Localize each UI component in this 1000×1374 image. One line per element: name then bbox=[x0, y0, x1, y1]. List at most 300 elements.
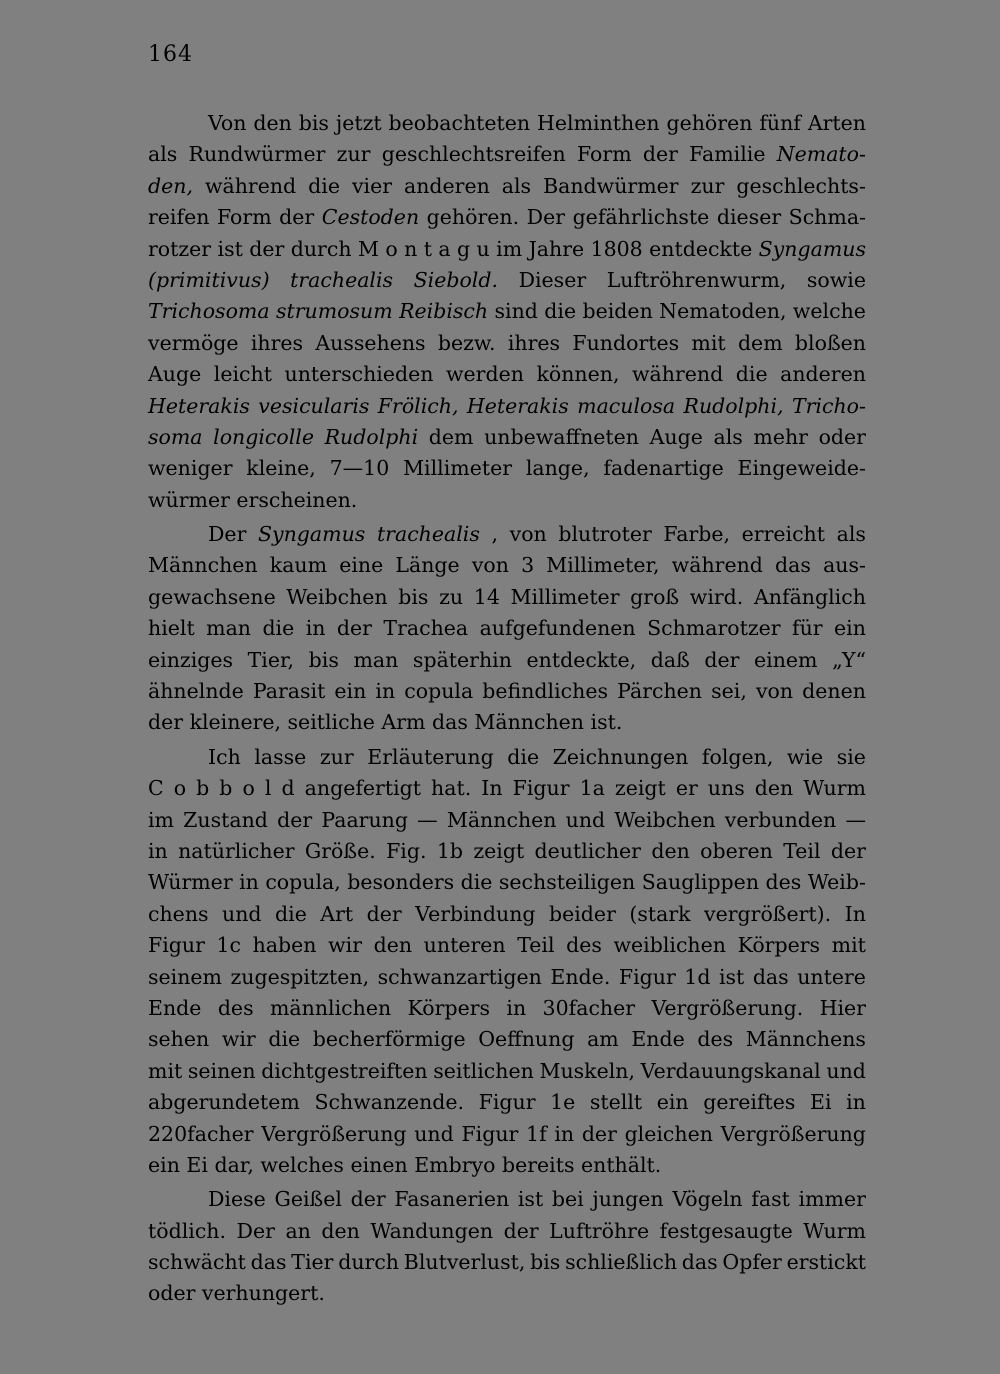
italic-word: Syngamus bbox=[257, 522, 366, 547]
word: denen bbox=[802, 679, 866, 704]
word: der bbox=[581, 1121, 617, 1146]
word: Figur bbox=[618, 964, 676, 989]
word: angefertigt bbox=[304, 776, 421, 801]
word: Figur bbox=[478, 1090, 536, 1115]
word: an bbox=[285, 1218, 311, 1243]
word: den bbox=[321, 1218, 360, 1243]
word: bei bbox=[551, 1187, 584, 1212]
word: Auge bbox=[649, 424, 703, 449]
text-line bbox=[148, 773, 866, 804]
text-line bbox=[148, 1216, 866, 1247]
word: zur bbox=[336, 142, 371, 167]
word: als bbox=[148, 142, 178, 167]
body-text bbox=[148, 108, 866, 1310]
text-line bbox=[148, 645, 866, 676]
word: Rundwürmer bbox=[188, 142, 326, 167]
word: in bbox=[239, 870, 259, 895]
text-line bbox=[148, 422, 866, 453]
word: groß bbox=[630, 584, 680, 609]
word: der bbox=[503, 1218, 539, 1243]
word: Blutverlust, bbox=[403, 1250, 526, 1275]
italic-word: vesicularis bbox=[258, 393, 370, 418]
text-segment: würmer erscheinen. bbox=[148, 487, 358, 512]
word: der bbox=[277, 807, 313, 832]
word: uns bbox=[707, 776, 745, 801]
text-line bbox=[148, 1087, 866, 1118]
word: mit bbox=[148, 1058, 183, 1083]
word: Figur bbox=[512, 776, 570, 801]
word: Parasit bbox=[252, 679, 326, 704]
word: als bbox=[713, 424, 743, 449]
word: den bbox=[253, 111, 292, 135]
word: Ende. bbox=[550, 964, 611, 989]
word: das bbox=[752, 964, 789, 989]
word: entdeckte bbox=[649, 236, 753, 261]
word: 1a bbox=[579, 776, 605, 801]
word: Männchens bbox=[745, 1027, 866, 1052]
word: schwanzartigen bbox=[377, 964, 542, 989]
word: eine bbox=[339, 553, 384, 578]
word: und bbox=[414, 1121, 454, 1146]
word: reifen bbox=[148, 205, 210, 230]
word: und bbox=[826, 1058, 866, 1083]
word: entdeckte, bbox=[526, 647, 637, 672]
word: geschlechts- bbox=[736, 173, 866, 198]
word: weiblichen bbox=[613, 933, 726, 958]
word: ist bbox=[718, 964, 745, 989]
text-line bbox=[148, 993, 866, 1024]
word: 14 bbox=[473, 584, 500, 609]
word: a bbox=[438, 236, 451, 261]
word: der bbox=[336, 616, 372, 641]
text-line bbox=[148, 1119, 866, 1150]
word: vier bbox=[351, 173, 393, 198]
word: Weibchen bbox=[614, 807, 716, 832]
text-line bbox=[148, 485, 866, 516]
text-line bbox=[148, 234, 866, 265]
word: aufgefundenen bbox=[479, 616, 636, 641]
word: und bbox=[222, 901, 262, 926]
word: fast bbox=[751, 1187, 790, 1212]
italic-word: Tricho- bbox=[791, 393, 866, 418]
word: den bbox=[651, 838, 690, 863]
text-line bbox=[148, 1247, 866, 1278]
italic-word: den, bbox=[148, 173, 193, 198]
word: als bbox=[501, 173, 532, 198]
word: copula, bbox=[265, 870, 341, 895]
word: erstickt bbox=[786, 1250, 866, 1275]
word: chens bbox=[148, 901, 209, 926]
text-line bbox=[148, 899, 866, 930]
word: vermöge bbox=[148, 330, 239, 355]
word: Fig. bbox=[386, 838, 427, 863]
word: becherförmige bbox=[312, 1027, 466, 1052]
word: rotzer bbox=[148, 236, 212, 261]
word: — bbox=[417, 807, 438, 832]
word: zugespitzten, bbox=[230, 964, 370, 989]
word: des bbox=[217, 995, 254, 1020]
word: Der bbox=[208, 522, 247, 547]
word: Eingeweide- bbox=[737, 456, 866, 481]
word: Vergrößerung. bbox=[651, 995, 804, 1020]
word: von bbox=[509, 522, 547, 547]
word: Vergrößerung bbox=[720, 1121, 866, 1146]
italic-word: trachealis bbox=[376, 522, 480, 547]
word: wir bbox=[221, 1027, 256, 1052]
word: n bbox=[404, 236, 418, 261]
word: Ich bbox=[208, 744, 241, 769]
word: bis bbox=[298, 111, 329, 135]
word: der bbox=[366, 901, 402, 926]
word: l bbox=[264, 776, 272, 801]
word: Wandungen bbox=[370, 1218, 494, 1243]
text-line bbox=[148, 139, 866, 170]
word: Weibchen bbox=[286, 584, 388, 609]
word: Anfänglich bbox=[753, 584, 866, 609]
word: bis bbox=[308, 647, 339, 672]
text-line bbox=[148, 676, 866, 707]
word: die bbox=[460, 870, 493, 895]
word: Wurm bbox=[803, 1218, 866, 1243]
word: können, bbox=[536, 362, 620, 387]
word: hat. bbox=[431, 776, 472, 801]
word: Würmer bbox=[148, 870, 233, 895]
word: Art bbox=[320, 901, 354, 926]
word: Schwanzende. bbox=[314, 1090, 465, 1115]
word: während bbox=[204, 173, 297, 198]
text-line bbox=[148, 265, 866, 296]
word: leicht bbox=[213, 362, 272, 387]
word: sowie bbox=[806, 267, 866, 292]
italic-word: Reibisch bbox=[399, 299, 489, 324]
word: Erläuterung bbox=[367, 744, 494, 769]
word: Weib- bbox=[807, 870, 866, 895]
italic-word: Heterakis bbox=[466, 393, 569, 418]
word: Schmarotzer bbox=[647, 616, 781, 641]
word: einziges bbox=[148, 647, 234, 672]
paragraph bbox=[148, 742, 866, 1181]
word: kleine, bbox=[246, 456, 316, 481]
word: oberen bbox=[700, 838, 773, 863]
word: Der bbox=[526, 205, 566, 230]
word: stellt bbox=[589, 1090, 643, 1115]
word: seitlichen bbox=[433, 1058, 534, 1083]
word: g bbox=[457, 236, 471, 261]
word: Familie bbox=[689, 142, 766, 167]
word: zeigt bbox=[614, 776, 666, 801]
word: gehören. bbox=[426, 205, 520, 230]
word: unbewaffneten bbox=[484, 424, 639, 449]
word: man bbox=[353, 647, 399, 672]
word: Verbindung bbox=[415, 901, 536, 926]
word: immer bbox=[798, 1187, 866, 1212]
word: fünf bbox=[759, 111, 801, 135]
word: Helminthen bbox=[537, 111, 660, 135]
word: beiden bbox=[582, 299, 653, 324]
word: späterhin bbox=[412, 647, 512, 672]
word: Trachea bbox=[383, 616, 469, 641]
text-segment: der kleinere, seitliche Arm das Männchen ist. bbox=[148, 710, 623, 735]
word: der bbox=[279, 205, 315, 230]
word: den bbox=[754, 776, 794, 801]
word: Dieser bbox=[518, 267, 587, 292]
word: M bbox=[357, 236, 379, 261]
word: Nematoden, bbox=[659, 299, 787, 324]
text-line bbox=[148, 328, 866, 359]
word: Körpers bbox=[407, 995, 491, 1020]
word: Fundortes bbox=[572, 330, 680, 355]
word: im bbox=[148, 807, 174, 832]
word: deutlicher bbox=[534, 838, 641, 863]
word: am bbox=[587, 1027, 619, 1052]
word: das bbox=[250, 1250, 287, 1275]
word: festgesaugte bbox=[659, 1218, 793, 1243]
word: Opfer bbox=[722, 1250, 782, 1275]
word: Ei bbox=[810, 1090, 832, 1115]
paragraph bbox=[148, 519, 866, 739]
word: o bbox=[385, 236, 398, 261]
text-line bbox=[148, 519, 866, 550]
word: b bbox=[196, 776, 210, 801]
word: abgerundetem bbox=[148, 1090, 300, 1115]
word: in bbox=[554, 1121, 575, 1146]
word: der bbox=[249, 236, 285, 261]
word: 7—10 bbox=[329, 456, 390, 481]
text-line bbox=[148, 202, 866, 233]
text-line bbox=[148, 391, 866, 422]
word: bis bbox=[398, 584, 429, 609]
word: vergrößert). bbox=[704, 901, 832, 926]
word: tödlich. bbox=[148, 1218, 227, 1243]
italic-word: Rudolphi, bbox=[683, 393, 784, 418]
word: o bbox=[173, 776, 187, 801]
word: Auge bbox=[148, 362, 202, 387]
word: oder bbox=[818, 424, 866, 449]
italic-word: Frölich, bbox=[377, 393, 459, 418]
word: dieser bbox=[716, 205, 782, 230]
word: der bbox=[704, 647, 740, 672]
word: zur bbox=[319, 744, 354, 769]
text-line bbox=[148, 453, 866, 484]
italic-word: Rudolphi bbox=[324, 424, 419, 449]
word: folgen, bbox=[701, 744, 774, 769]
word: ist bbox=[517, 1187, 544, 1212]
word: unterschieden bbox=[284, 362, 434, 387]
word: mit bbox=[691, 330, 726, 355]
word: Paarung bbox=[321, 807, 408, 832]
word: d bbox=[281, 776, 295, 801]
word: zur bbox=[690, 173, 725, 198]
word: anderen bbox=[403, 173, 490, 198]
word: Oeffnung bbox=[478, 1027, 575, 1052]
word: die bbox=[507, 744, 540, 769]
word: mehr bbox=[753, 424, 808, 449]
word: 220facher bbox=[148, 1121, 254, 1146]
word: dem bbox=[737, 330, 783, 355]
word: fadenartige bbox=[603, 456, 724, 481]
word: von bbox=[755, 679, 794, 704]
word: die bbox=[544, 299, 577, 324]
word: gehören bbox=[666, 111, 753, 135]
word: verbunden bbox=[724, 807, 837, 832]
word: Aussehens bbox=[315, 330, 426, 355]
text-line bbox=[148, 1278, 866, 1309]
word: der bbox=[642, 142, 678, 167]
word: Wurm bbox=[803, 776, 866, 801]
italic-word: Syngamus bbox=[758, 236, 866, 261]
italic-word: maculosa bbox=[577, 393, 676, 418]
word: im bbox=[496, 236, 523, 261]
word: In bbox=[844, 901, 866, 926]
word: als bbox=[836, 522, 866, 547]
text-line bbox=[148, 171, 866, 202]
word: Form bbox=[576, 142, 632, 167]
word: die bbox=[275, 901, 307, 926]
word: u bbox=[476, 236, 490, 261]
word: wie bbox=[786, 744, 824, 769]
word: beider bbox=[549, 901, 616, 926]
word: Bandwürmer bbox=[543, 173, 679, 198]
word: von bbox=[471, 553, 509, 578]
text-line bbox=[148, 1056, 866, 1087]
word: zeigt bbox=[473, 838, 525, 863]
word: Tier, bbox=[247, 647, 295, 672]
word: Muskeln, bbox=[539, 1058, 635, 1083]
word: lasse bbox=[254, 744, 307, 769]
text-line bbox=[148, 742, 866, 773]
word: ein bbox=[334, 679, 367, 704]
word: welche bbox=[792, 299, 866, 324]
italic-word: longicolle bbox=[213, 424, 314, 449]
text-line bbox=[148, 582, 866, 613]
word: sehen bbox=[148, 1027, 210, 1052]
word: in bbox=[375, 679, 396, 704]
word: Männchen bbox=[148, 553, 258, 578]
word: für bbox=[792, 616, 823, 641]
word: ihres bbox=[250, 330, 304, 355]
word: Vergrößerung bbox=[261, 1121, 407, 1146]
word: ein bbox=[834, 616, 866, 641]
italic-word: Trichosoma bbox=[148, 299, 270, 324]
word: 30facher bbox=[542, 995, 636, 1020]
word: Zustand bbox=[183, 807, 268, 832]
word: das bbox=[681, 1250, 718, 1275]
word: Diese bbox=[208, 1187, 266, 1212]
word: das bbox=[775, 553, 811, 578]
word: er bbox=[675, 776, 698, 801]
word: sind bbox=[494, 299, 538, 324]
word: t bbox=[423, 236, 432, 261]
word: copula bbox=[404, 679, 474, 704]
word: geschlechtsreifen bbox=[381, 142, 566, 167]
word: des bbox=[697, 1027, 734, 1052]
word: Länge bbox=[395, 553, 460, 578]
word: lange, bbox=[525, 456, 590, 481]
word: seinen bbox=[187, 1058, 256, 1083]
italic-word: Heterakis bbox=[148, 393, 250, 418]
word: Körpers bbox=[737, 933, 821, 958]
word: Figur bbox=[148, 933, 205, 958]
text-line bbox=[148, 359, 866, 390]
text-line bbox=[148, 930, 866, 961]
word: unteren bbox=[423, 933, 506, 958]
word: Farbe, bbox=[663, 522, 731, 547]
word: in bbox=[148, 838, 168, 863]
word: gewachsene bbox=[148, 584, 276, 609]
word: C bbox=[148, 776, 164, 801]
italic-word: soma bbox=[148, 424, 203, 449]
word: 1b bbox=[436, 838, 463, 863]
text-line bbox=[148, 836, 866, 867]
word: wir bbox=[328, 933, 363, 958]
word: dem bbox=[428, 424, 474, 449]
word: Pärchen bbox=[617, 679, 703, 704]
text-line bbox=[148, 1024, 866, 1055]
word: Ende bbox=[631, 1027, 685, 1052]
word: besonders bbox=[347, 870, 455, 895]
word: daß bbox=[650, 647, 690, 672]
paragraph bbox=[148, 1184, 866, 1310]
word: die bbox=[268, 1027, 301, 1052]
italic-word: Siebold. bbox=[413, 267, 499, 292]
paragraph bbox=[148, 108, 866, 516]
text-line bbox=[148, 1184, 866, 1215]
word: durch bbox=[338, 1250, 400, 1275]
word: ist bbox=[217, 236, 243, 261]
text-line bbox=[148, 867, 866, 898]
word: Jahre bbox=[528, 236, 585, 261]
word: Hier bbox=[819, 995, 866, 1020]
word: 1e bbox=[550, 1090, 576, 1115]
word: ihres bbox=[507, 330, 561, 355]
word: aus- bbox=[823, 553, 866, 578]
word: 1c bbox=[216, 933, 242, 958]
word: Teil bbox=[517, 933, 555, 958]
word: man bbox=[206, 616, 251, 641]
word: 1808 bbox=[590, 236, 643, 261]
word: die bbox=[262, 616, 295, 641]
word: Sauglippen bbox=[641, 870, 760, 895]
word: natürlicher bbox=[178, 838, 295, 863]
text-line bbox=[148, 296, 866, 327]
word: „Y“ bbox=[832, 647, 866, 672]
word: gleichen bbox=[624, 1121, 713, 1146]
word: ähnelnde bbox=[148, 679, 244, 704]
word: untere bbox=[797, 964, 866, 989]
text-line bbox=[148, 707, 866, 738]
word: 3 bbox=[521, 553, 535, 578]
word: , bbox=[491, 522, 499, 547]
word: Teil bbox=[783, 838, 821, 863]
word: Tier bbox=[291, 1250, 334, 1275]
word: Ende bbox=[148, 995, 202, 1020]
word: wird. bbox=[689, 584, 744, 609]
word: des bbox=[566, 933, 602, 958]
word: den bbox=[373, 933, 413, 958]
word: kaum bbox=[269, 553, 328, 578]
word: Größe. bbox=[304, 838, 376, 863]
italic-word: strumosum bbox=[275, 299, 393, 324]
text-line bbox=[148, 805, 866, 836]
word: männlichen bbox=[269, 995, 392, 1020]
word: befindliches bbox=[482, 679, 608, 704]
page-number: 164 bbox=[148, 42, 193, 67]
word: (stark bbox=[629, 901, 691, 926]
word: Schma- bbox=[788, 205, 866, 230]
word: gereiftes bbox=[703, 1090, 796, 1115]
italic-word: Cestoden bbox=[321, 205, 420, 230]
word: ein bbox=[656, 1090, 689, 1115]
